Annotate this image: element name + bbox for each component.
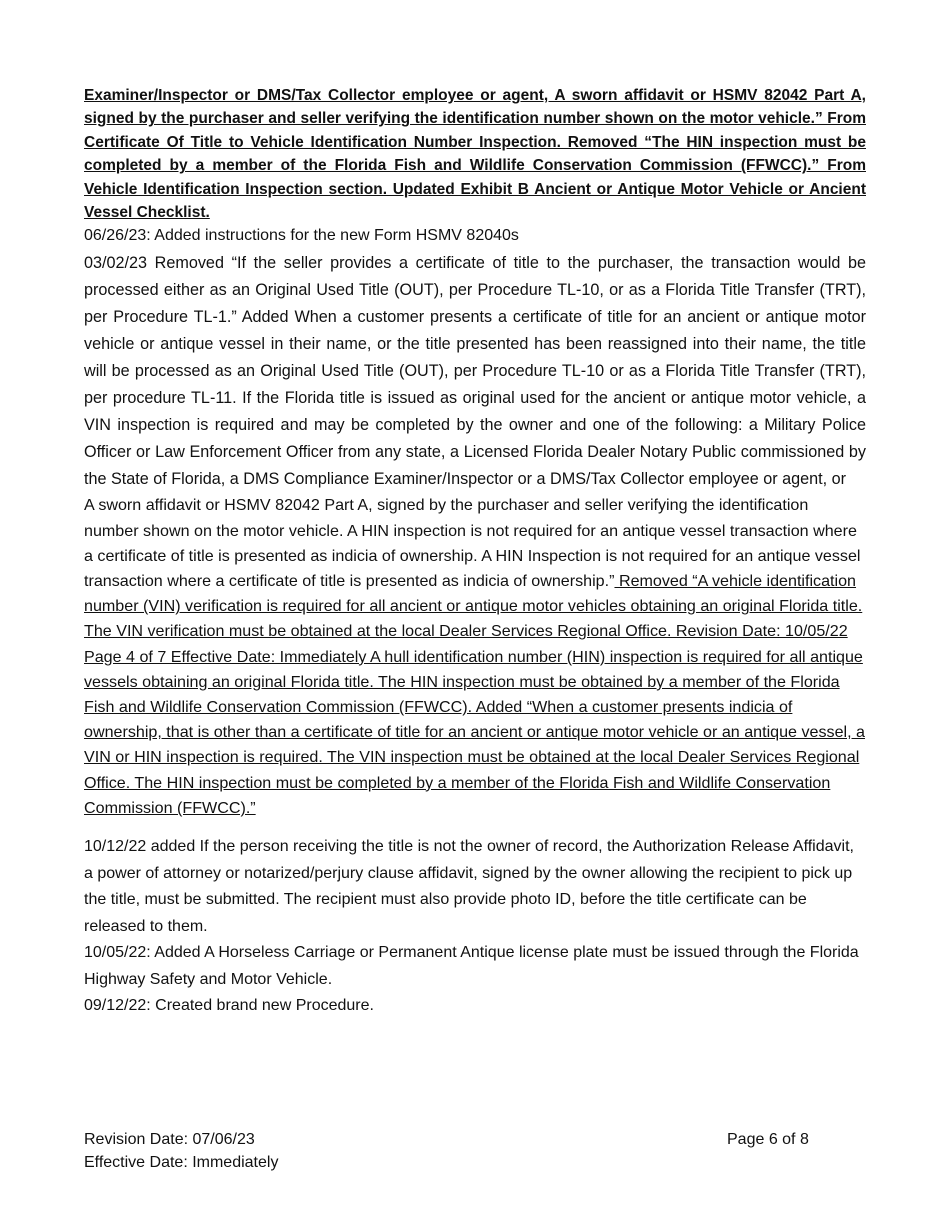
document-page: [84, 84, 866, 1020]
footer-revision-date: Revision Date: 07/06/23: [84, 1131, 255, 1148]
revision-entry-101222: 10/12/22 added If the person receiving the title is not the owner of record, the Authorization Release Affidavit, a power of attorney or notarized/perjury clause affidavit, signed by the owner allowing the recipient to pick up the title, must be submitted. The recipient must also provide photo ID, before the title certificate can be released to them.: [84, 838, 854, 935]
revision-entry-091222: 09/12/22: Created brand new Procedure.: [84, 997, 374, 1015]
revision-entry-bold-underlined: Examiner/Inspector or DMS/Tax Collector employee or agent, A sworn affidavit or HSMV 82042 Part A, signed by the purchaser and seller verifying the identification number shown on the motor vehicle.” From Certificate Of Title to Vehicle Identification Number Inspection. Removed “The HIN inspection must be completed by a member of the Florida Fish and Wildlife Conservation Commission (FFWCC).” From Vehicle Identification Inspection section. Updated Exhibit B Ancient or Antique Motor Vehicle or Ancient Vessel Checklist.: [84, 87, 866, 222]
footer-page-number: Page 6 of 8: [727, 1131, 809, 1148]
footer-dates: [84, 1128, 278, 1174]
sworn-affidavit-text: A sworn affidavit or HSMV 82042 Part A, signed by the purchaser and seller verifying the identification number shown on the motor vehicle. A HIN inspection is not required for an antique vessel transaction where a certificate of title is presented as indicia of ownership. A HIN Inspection is not required for an antique vessel transaction where a certificate of title is presented as indicia of ownership.”: [84, 496, 861, 591]
removed-vin-verification-text: Removed “A vehicle identification number (VIN) verification is required for all ancient or antique motor vehicles obtaining an original Florida title. The VIN verification must be obtained at the local Dealer Services Regional Office. Revision Date: 10/05/22 Page 4 of 7 Effective Date: Immediately A hull identification number (HIN) inspection is required for all antique vessels obtaining an original Florida title. The HIN inspection must be obtained by a member of the Florida Fish and Wildlife Conservation Commission (FFWCC). Added “When a customer presents indicia of ownership, that is other than a certificate of title for an ancient or antique motor vehicle or an antique vessel, a VIN or HIN inspection is required. The VIN inspection must be obtained at the local Dealer Services Regional Office. The HIN inspection must be completed by a member of the Florida Fish and Wildlife Conservation Commission (FFWCC).”: [84, 572, 865, 817]
revision-entry-062623: 06/26/23: Added instructions for the new Form HSMV 82040s: [84, 227, 519, 245]
footer-effective-date: Effective Date: Immediately: [84, 1154, 279, 1171]
revision-entry-100522: 10/05/22: Added A Horseless Carriage or Permanent Antique license plate must be issued through the Florida Highway Safety and Motor Vehicle.: [84, 944, 859, 988]
revision-entry-030223-continued: [84, 493, 866, 821]
revision-entry-030223: 03/02/23 Removed “If the seller provides a certificate of title to the purchaser, the transaction would be processed either as an Original Used Title (OUT), per Procedure TL-10, or as a Florida Title Transfer (TRT), per Procedure TL-1.” Added When a customer presents a certificate of title for an ancient or antique motor vehicle or antique vessel in their name, or the title presented has been reassigned into their name, the title will be processed as an Original Used Title (OUT), per Procedure TL-10 or as a Florida Title Transfer (TRT), per procedure TL-11. If the Florida title is issued as original used for the ancient or antique motor vehicle, a VIN inspection is required and may be completed by the owner and one of the following: a Military Police Officer or Law Enforcement Officer from any state, a Licensed Florida Dealer Notary Public commissioned by the State of Florida, a DMS Compliance Examiner/Inspector or a DMS/Tax Collector employee or agent, or: [84, 254, 866, 489]
